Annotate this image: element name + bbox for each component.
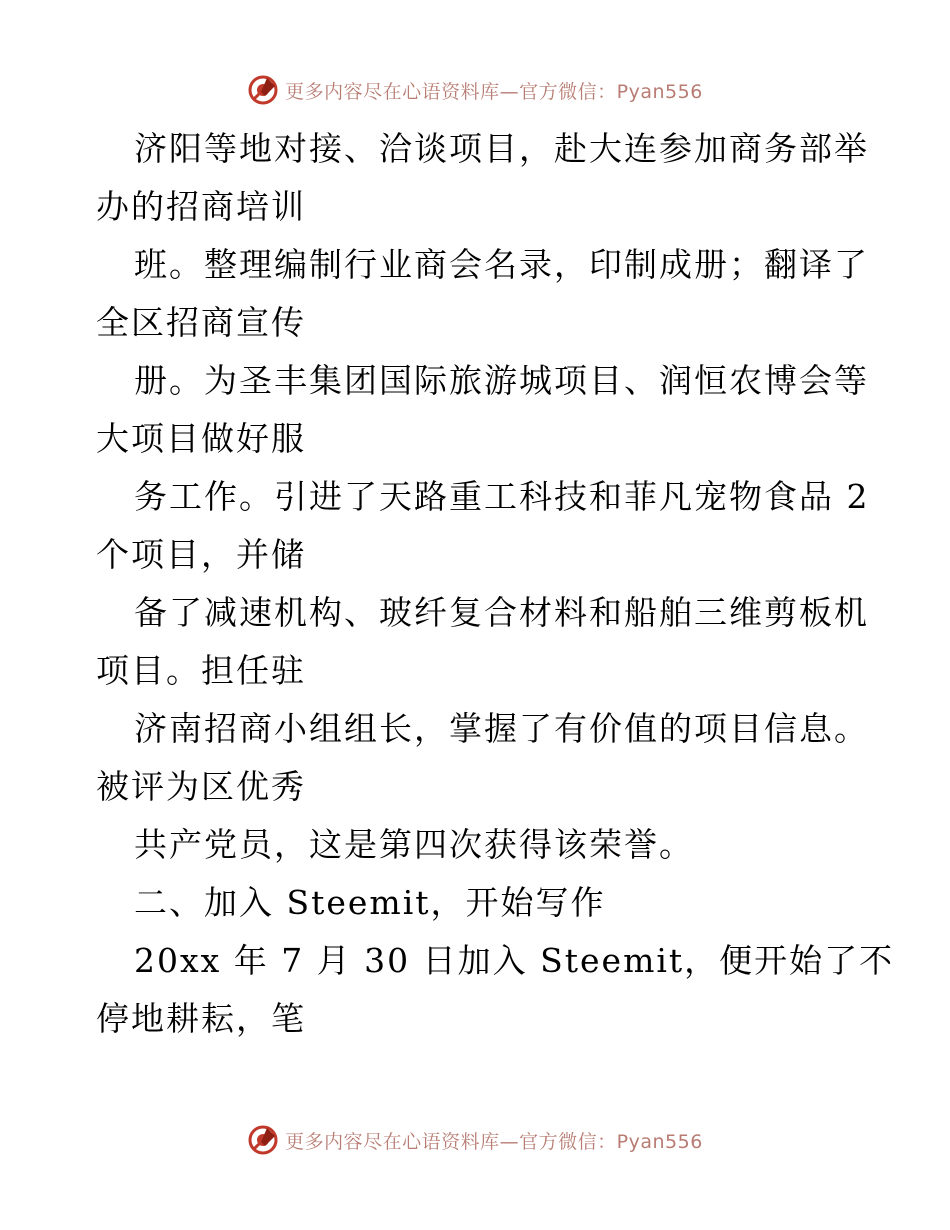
text-line: 二、加入 Steemit，开始写作 [134,883,606,922]
text-line: 被评为区优秀 [96,767,306,806]
logo-icon [247,74,279,106]
text-line: 20xx 年 7 月 30 日加入 Steemit，便开始了不 [134,941,895,980]
footer-banner [0,1120,950,1160]
text-line: 册。为圣丰集团国际旅游城项目、润恒农博会等 [134,361,869,400]
text-line: 个项目，并储 [96,535,306,574]
document-body [96,120,895,1048]
text-line: 共产党员，这是第四次获得该荣誉。 [134,825,694,864]
footer-text: 更多内容尽在心语资料库—官方微信：Pyan556 [285,1130,703,1153]
text-line: 济阳等地对接、洽谈项目，赴大连参加商务部举 [134,129,869,168]
header-text: 更多内容尽在心语资料库—官方微信：Pyan556 [285,80,703,103]
header-banner [0,70,950,110]
text-line: 济南招商小组组长，掌握了有价值的项目信息。 [134,709,869,748]
text-line: 全区招商宣传 [96,303,306,342]
text-line: 备了减速机构、玻纤复合材料和船舶三维剪板机 [134,593,869,632]
logo-icon [247,1124,279,1156]
text-line: 大项目做好服 [96,419,306,458]
text-line: 务工作。引进了天路重工科技和菲凡宠物食品 2 [134,477,870,516]
text-line: 停地耕耘，笔 [96,999,306,1038]
text-line: 项目。担任驻 [96,651,306,690]
text-line: 办的招商培训 [96,187,306,226]
text-line: 班。整理编制行业商会名录，印制成册；翻译了 [134,245,869,284]
